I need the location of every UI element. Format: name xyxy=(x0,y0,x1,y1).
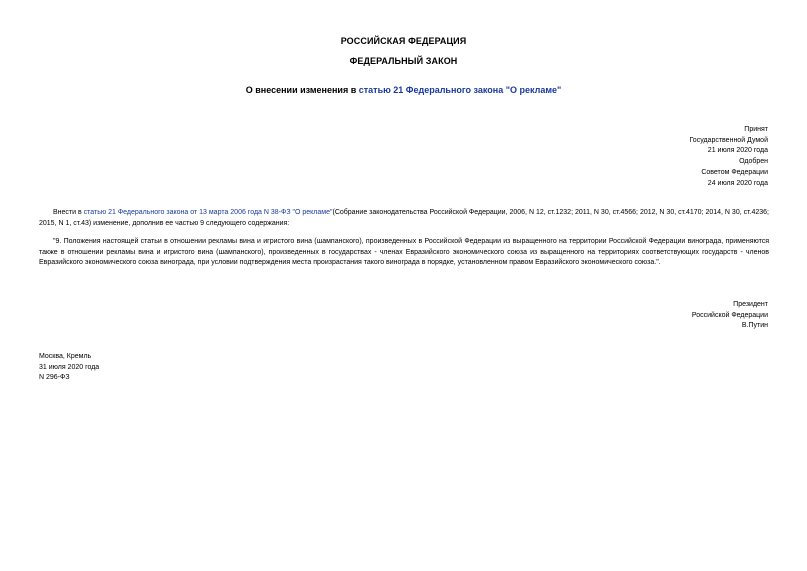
footer-date: 31 июля 2020 года xyxy=(39,363,100,371)
law-title-link[interactable]: статью 21 Федерального закона "О рекламе" xyxy=(358,85,562,95)
footer-block xyxy=(39,352,99,384)
adoption-block xyxy=(689,125,768,189)
body-paragraph-2: "9. Положения настоящей статьи в отношении рекламы вина и игристого вина (шампанского), произведенных в Российской Федерации из выращенного на территории Российской Федерации винограда, применяются также в отношении рекламы вина и игристого вина (шампанского), произведенных в государствах - членах Евразийского экономического союза из выращенного на территориях соответствующих государств - членов Евразийского экономического союза винограда, при условии подтверждения места произрастания такого винограда в порядке, установленном правом Евразийского экономического союза.". xyxy=(39,238,769,267)
approved-date: 24 июля 2020 года xyxy=(707,179,768,187)
law-title xyxy=(0,85,807,95)
law-title-prefix: О внесении изменения в xyxy=(245,85,359,95)
approved-by: Советом Федерации xyxy=(701,168,768,176)
accepted-date: 21 июля 2020 года xyxy=(707,147,768,155)
law-type-heading: ФЕДЕРАЛЬНЫЙ ЗАКОН xyxy=(349,56,458,66)
signature-block xyxy=(692,300,768,332)
accepted-by: Государственной Думой xyxy=(689,136,768,144)
footer-number: N 296-ФЗ xyxy=(39,374,70,382)
footer-place: Москва, Кремль xyxy=(39,353,92,360)
country-heading: РОССИЙСКАЯ ФЕДЕРАЦИЯ xyxy=(340,36,467,46)
signature-position: Президент xyxy=(733,301,768,308)
article-21-link[interactable]: статью 21 Федерального закона от 13 марта 2006 года N 38-ФЗ "О рекламе" xyxy=(83,209,333,216)
approved-label: Одобрен xyxy=(739,158,768,166)
signature-name: В.Путин xyxy=(741,322,768,330)
body-paragraph-1 xyxy=(39,208,769,229)
accepted-label: Принят xyxy=(744,126,768,133)
para1-prefix: Внести в xyxy=(53,209,84,216)
signature-country: Российской Федерации xyxy=(691,311,768,319)
para1-suffix: (Собрание законодательства Российской Федерации, 2006, N 12, ст.1232; 2011, N 30, ст.4566; 2012, N 30, ст.4170; 2014, N 30, ст.4236; 2015, N 1, ст.43) изменение, дополнив ее частью 9 следующего содержания: xyxy=(39,209,770,227)
